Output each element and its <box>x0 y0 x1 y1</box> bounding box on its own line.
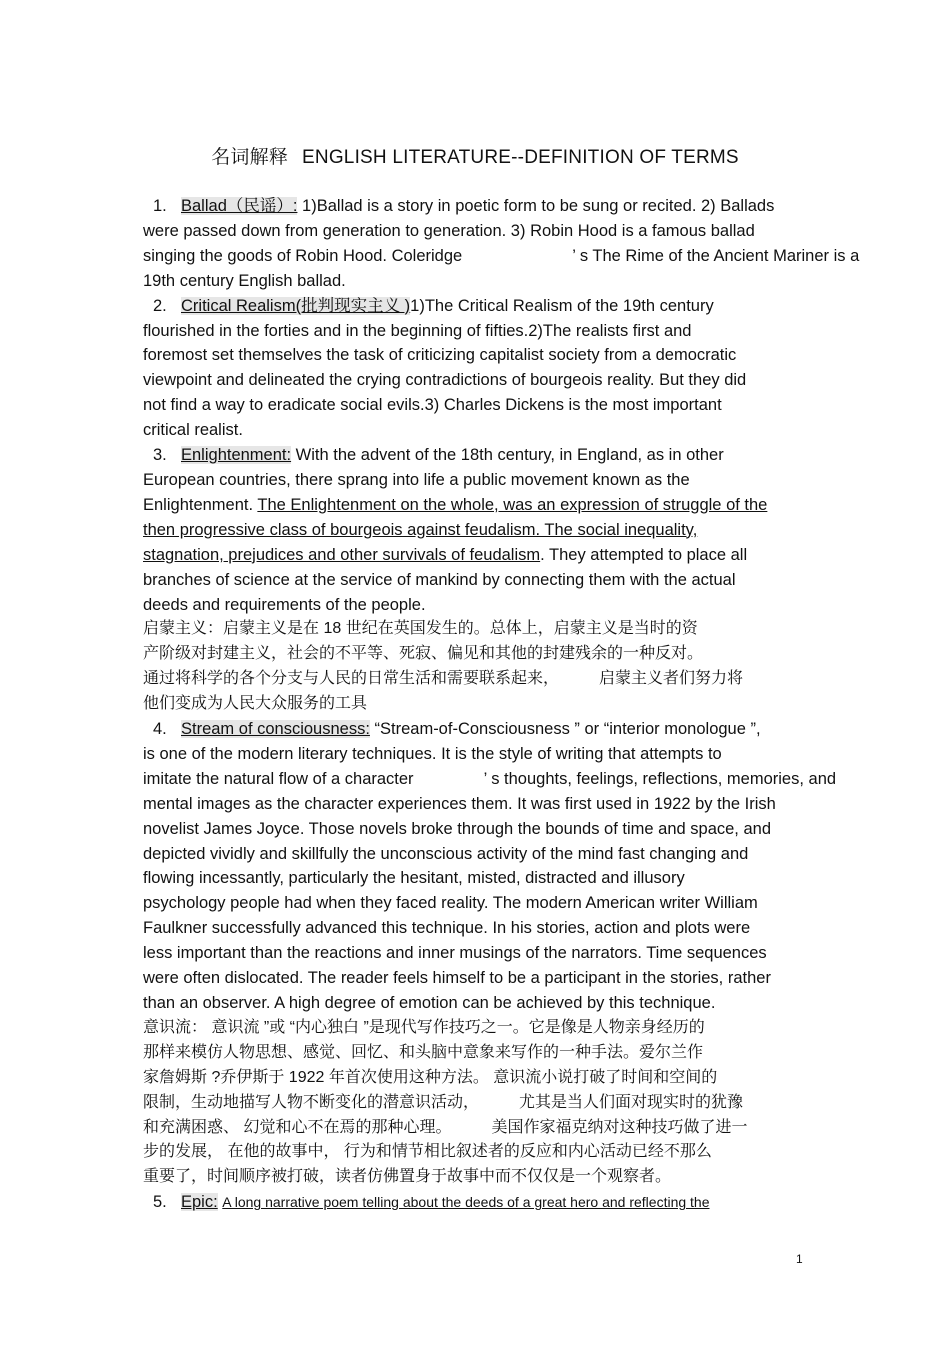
entry-number: 5. <box>153 1193 167 1212</box>
text-line: ’ s thoughts, feelings, reflections, memories, and <box>483 769 837 788</box>
chinese-line: 家詹姆斯 ?乔伊斯于 1922 年首次使用这种方法。 意识流小说打破了时间和空间的 <box>143 1068 718 1086</box>
text-line: viewpoint and delineated the crying contradictions of bourgeois reality. But they did <box>143 371 747 390</box>
chinese-line: 那样来模仿人物思想、感觉、回忆、和头脑中意象来写作的一种手法。爱尔兰作 <box>143 1043 704 1061</box>
text-line: “Stream-of-Consciousness ” or “interior monologue ”, <box>374 720 761 739</box>
text-line: not find a way to eradicate social evils.3) Charles Dickens is the most important <box>143 396 722 415</box>
entry-stream-of-consciousness <box>143 717 837 1190</box>
term-enlightenment: Enlightenment: <box>181 446 292 465</box>
text-line: deeds and requirements of the people. <box>143 595 426 614</box>
text-line: critical realist. <box>143 421 243 440</box>
chinese-line: 重要了，时间顺序被打破，读者仿佛置身于故事中而不仅仅是一个观察者。 <box>143 1168 672 1186</box>
text-line: psychology people had when they faced reality. The modern American writer William <box>143 894 758 913</box>
text-line: less important than the reactions and inner musings of the narrators. Time sequences <box>143 944 767 963</box>
chinese-line: 尤其是当人们面对现实时的犹豫 <box>519 1093 744 1111</box>
chinese-line: 步的发展， 在他的故事中， 行为和情节相比叙述者的反应和内心活动已经不那么 <box>143 1143 712 1161</box>
text-line: mental images as the character experiences them. It was first used in 1922 by the Irish <box>143 794 776 813</box>
term-ballad: Ballad（民谣）: <box>181 197 298 215</box>
text-line: 1)Ballad is a story in poetic form to be sung or recited. 2) Ballads <box>302 197 775 215</box>
underlined-text: then progressive class of bourgeois against feudalism. The social inequality, <box>143 520 698 539</box>
text-line: European countries, there sprang into life a public movement known as the <box>143 470 690 489</box>
underlined-text: A long narrative poem telling about the deeds of a great hero and reflecting the <box>222 1194 710 1211</box>
entry-ballad <box>143 194 860 294</box>
chinese-line: 启蒙主义者们努力将 <box>599 670 744 688</box>
chinese-line: 意识流： 意识流 ”或 “内心独白 ”是现代写作技巧之一。它是像是人物亲身经历的 <box>143 1018 705 1036</box>
entry-number: 2. <box>153 296 167 315</box>
text-line: depicted vividly and skillfully the unconscious activity of the mind fast changing and <box>143 844 749 863</box>
chinese-line: 启蒙主义：启蒙主义是在 18 世纪在英国发生的。总体上，启蒙主义是当时的资 <box>143 620 698 638</box>
entry-number: 1. <box>153 197 167 215</box>
term-critical-realism: Critical Realism(批判现实主义 ) <box>181 296 411 315</box>
text-line: singing the goods of Robin Hood. Coleridge <box>143 246 463 265</box>
text-line: flourished in the forties and in the beginning of fifties.2)The realists first and <box>143 321 692 340</box>
text-line: foremost set themselves the task of criticizing capitalist society from a democratic <box>143 346 737 365</box>
entry-number: 4. <box>153 720 167 739</box>
entry-number: 3. <box>153 446 167 465</box>
text-line: ’ s The Rime of the Ancient Mariner is a <box>572 246 860 265</box>
chinese-line: 美国作家福克纳对这种技巧做了进一 <box>491 1118 748 1136</box>
term-epic: Epic: <box>181 1193 218 1212</box>
text-line: is one of the modern literary techniques. It is the style of writing that attempts to <box>143 744 722 763</box>
text-line: were passed down from generation to generation. 3) Robin Hood is a famous ballad <box>143 221 755 240</box>
underlined-text: The Enlightenment on the whole, was an expression of struggle of the <box>257 495 768 514</box>
chinese-line: 和充满困惑、 幻觉和心不在焉的那种心理。 <box>143 1118 452 1136</box>
page-title <box>0 142 950 169</box>
text-line: With the advent of the 18th century, in England, as in other <box>295 446 724 465</box>
text-line: Enlightenment. <box>143 495 254 514</box>
text-line: Faulkner successfully advanced this technique. In his stories, action and plots were <box>143 919 751 938</box>
text-line: flowing incessantly, particularly the hesitant, misted, distracted and illusory <box>143 869 685 888</box>
title-chinese: 名词解释 <box>211 147 289 168</box>
text-line: 1)The Critical Realism of the 19th century <box>410 296 714 315</box>
chinese-line: 通过将科学的各个分支与人民的日常生活和需要联系起来， <box>143 670 560 688</box>
entry-critical-realism <box>143 294 813 443</box>
page-number: 1 <box>796 1252 803 1266</box>
chinese-line: 他们变成为人民大众服务的工具 <box>143 695 368 713</box>
text-line: branches of science at the service of mankind by connecting them with the actual <box>143 570 736 589</box>
entry-enlightenment <box>143 443 813 717</box>
text-line: than an observer. A high degree of emotion can be achieved by this technique. <box>143 994 716 1012</box>
text-line: novelist James Joyce. Those novels broke through the bounds of time and space, and <box>143 819 771 838</box>
title-english: ENGLISH LITERATURE--DEFINITION OF TERMS <box>302 147 739 168</box>
underlined-text: stagnation, prejudices and other survivals of feudalism <box>143 545 541 564</box>
entry-epic <box>143 1190 813 1215</box>
text-line: imitate the natural flow of a character <box>143 769 414 788</box>
definitions-body <box>143 194 860 1215</box>
text-line: were often dislocated. The reader feels himself to be a participant in the stories, rather <box>143 969 771 988</box>
chinese-line: 产阶级对封建主义，社会的不平等、死寂、偏见和其他的封建残余的一种反对。 <box>143 645 704 663</box>
text-line: 19th century English ballad. <box>143 271 346 290</box>
text-line: . They attempted to place all <box>540 545 748 564</box>
term-stream-of-consciousness: Stream of consciousness: <box>181 720 370 739</box>
chinese-line: 限制，生动地描写人物不断变化的潜意识活动， <box>143 1093 480 1111</box>
